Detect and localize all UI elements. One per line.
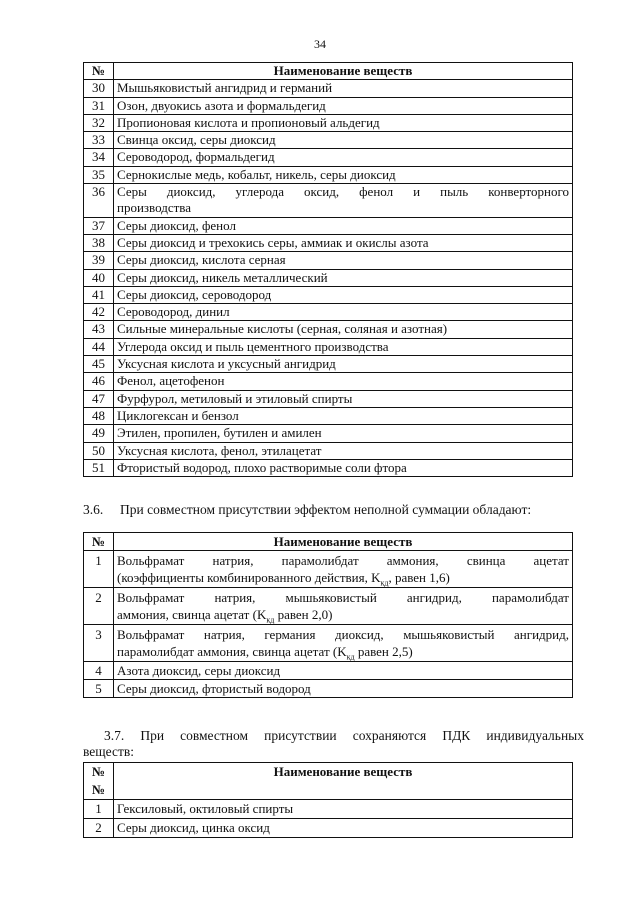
table-row	[84, 217, 573, 234]
header-number: №	[84, 533, 114, 551]
row-name: Фтористый водород, плохо растворимые соли фтора	[114, 459, 573, 476]
table-row	[84, 97, 573, 114]
row-name: Серы диоксид, никель металлический	[114, 269, 573, 286]
row-name: Пропионовая кислота и пропионовый альдегид	[114, 114, 573, 131]
row-name: Углерода оксид и пыль цементного производства	[114, 338, 573, 355]
row-name: Уксусная кислота и уксусный ангидрид	[114, 356, 573, 373]
table-row	[84, 321, 573, 338]
row-number: 41	[84, 286, 114, 303]
row-name: Фурфурол, метиловый и этиловый спирты	[114, 390, 573, 407]
row-number: 48	[84, 407, 114, 424]
row-number: 50	[84, 442, 114, 459]
row-number: 49	[84, 425, 114, 442]
row-number: 4	[84, 662, 114, 680]
table-header-row	[84, 63, 573, 80]
header-number: №	[84, 63, 114, 80]
row-name: Азота диоксид, серы диоксид	[114, 662, 573, 680]
row-name-line-1: Вольфрамат натрия, парамолибдат аммония, свинца ацетат	[117, 553, 569, 568]
row-name-line-2	[117, 643, 569, 660]
row-name	[114, 588, 573, 625]
table-row	[84, 373, 573, 390]
row-name: Серы диоксид, цинка оксид	[114, 819, 573, 838]
table-row	[84, 356, 573, 373]
row-number: 47	[84, 390, 114, 407]
row-number: 3	[84, 625, 114, 662]
row-name: Этилен, пропилен, бутилен и амилен	[114, 425, 573, 442]
row-name: Сильные минеральные кислоты (серная, соляная и азотная)	[114, 321, 573, 338]
table-row	[84, 234, 573, 251]
row-number: 31	[84, 97, 114, 114]
row-name: Сероводород, формальдегид	[114, 149, 573, 166]
coefficient-subscript: кд	[380, 578, 389, 588]
table-row	[84, 149, 573, 166]
substances-table-combined	[83, 62, 573, 477]
row-name-text: равен 2,0)	[274, 607, 333, 622]
table-row	[84, 269, 573, 286]
row-name: Уксусная кислота, фенол, этилацетат	[114, 442, 573, 459]
table-row	[84, 166, 573, 183]
row-number: 46	[84, 373, 114, 390]
substances-table-partial-summation	[83, 532, 573, 698]
row-number: 37	[84, 217, 114, 234]
table-row	[84, 680, 573, 698]
row-name-line-2	[117, 569, 569, 586]
row-name: Фенол, ацетофенон	[114, 373, 573, 390]
row-name-text: равен 2,5)	[354, 644, 413, 659]
row-number: 40	[84, 269, 114, 286]
section-3-6-paragraph	[83, 502, 578, 518]
header-name: Наименование веществ	[114, 63, 573, 80]
table-row	[84, 304, 573, 321]
table-row	[84, 80, 573, 97]
row-name	[114, 625, 573, 662]
row-name-line-2: производства	[117, 200, 192, 216]
header-name: Наименование веществ	[114, 533, 573, 551]
section-text: При совместном присутствии сохраняются ПДК индивидуальных	[140, 728, 584, 743]
row-name-text: аммония, свинца ацетат (K	[117, 607, 267, 622]
row-name: Серы диоксид, сероводород	[114, 286, 573, 303]
table-row	[84, 132, 573, 149]
row-number: 44	[84, 338, 114, 355]
row-number: 32	[84, 114, 114, 131]
table-row	[84, 588, 573, 625]
row-name: Озон, двуокись азота и формальдегид	[114, 97, 573, 114]
row-name: Серы диоксид и трехокись серы, аммиак и окислы азота	[114, 234, 573, 251]
row-name-line-1: Вольфрамат натрия, мышьяковистый ангидрид, парамолибдат	[117, 590, 569, 605]
row-number: 30	[84, 80, 114, 97]
row-name	[114, 184, 573, 218]
header-number: №№	[84, 763, 114, 800]
row-number: 5	[84, 680, 114, 698]
row-name: Серы диоксид, фтористый водород	[114, 680, 573, 698]
row-number: 36	[84, 184, 114, 218]
row-name: Свинца оксид, серы диоксид	[114, 132, 573, 149]
table-row	[84, 800, 573, 819]
row-name: Серы диоксид, фенол	[114, 217, 573, 234]
row-name-line-1: Вольфрамат натрия, германия диоксид, мышьяковистый ангидрид,	[117, 627, 569, 642]
row-number: 2	[84, 588, 114, 625]
section-3-7-paragraph-continued: веществ:	[83, 744, 135, 759]
row-number: 1	[84, 800, 114, 819]
table-header-row	[84, 763, 573, 800]
row-number: 39	[84, 252, 114, 269]
row-number: 45	[84, 356, 114, 373]
section-text: При совместном присутствии эффектом неполной суммации обладают:	[120, 502, 532, 517]
table-row	[84, 407, 573, 424]
table-row	[84, 442, 573, 459]
table-row	[84, 425, 573, 442]
table-row	[84, 662, 573, 680]
row-number: 1	[84, 551, 114, 588]
section-number: 3.7.	[104, 728, 125, 743]
row-name	[114, 551, 573, 588]
row-number: 33	[84, 132, 114, 149]
table-row	[84, 551, 573, 588]
coefficient-subscript: кд	[346, 652, 355, 662]
row-name-text: парамолибдат аммония, свинца ацетат (K	[117, 644, 347, 659]
table-row	[84, 286, 573, 303]
substances-table-individual-mac	[83, 762, 573, 838]
table-row	[84, 252, 573, 269]
table-row	[84, 459, 573, 476]
header-name: Наименование веществ	[114, 763, 573, 800]
row-name: Гексиловый, октиловый спирты	[114, 800, 573, 819]
row-number: 38	[84, 234, 114, 251]
row-number: 2	[84, 819, 114, 838]
row-number: 34	[84, 149, 114, 166]
row-number: 43	[84, 321, 114, 338]
row-name-line-2	[117, 606, 569, 623]
section-3-7-paragraph	[104, 728, 584, 744]
row-name: Серы диоксид, кислота серная	[114, 252, 573, 269]
row-name-text: (коэффициенты комбинированного действия, K	[117, 570, 381, 585]
table-row	[84, 819, 573, 838]
page-number: 34	[314, 37, 326, 51]
coefficient-subscript: кд	[266, 615, 275, 625]
row-number: 42	[84, 304, 114, 321]
row-name: Мышьяковистый ангидрид и германий	[114, 80, 573, 97]
row-number: 35	[84, 166, 114, 183]
table-row	[84, 390, 573, 407]
table-row	[84, 114, 573, 131]
table-row	[84, 184, 573, 218]
row-number: 51	[84, 459, 114, 476]
table-row	[84, 338, 573, 355]
row-name: Сернокислые медь, кобальт, никель, серы диоксид	[114, 166, 573, 183]
row-name: Сероводород, динил	[114, 304, 573, 321]
row-name: Циклогексан и бензол	[114, 407, 573, 424]
table-row	[84, 625, 573, 662]
table-header-row	[84, 533, 573, 551]
row-name-text: , равен 1,6)	[388, 570, 450, 585]
section-number: 3.6.	[83, 502, 104, 517]
row-name-line-1: Серы диоксид, углерода оксид, фенол и пыль конверторного	[117, 184, 569, 200]
